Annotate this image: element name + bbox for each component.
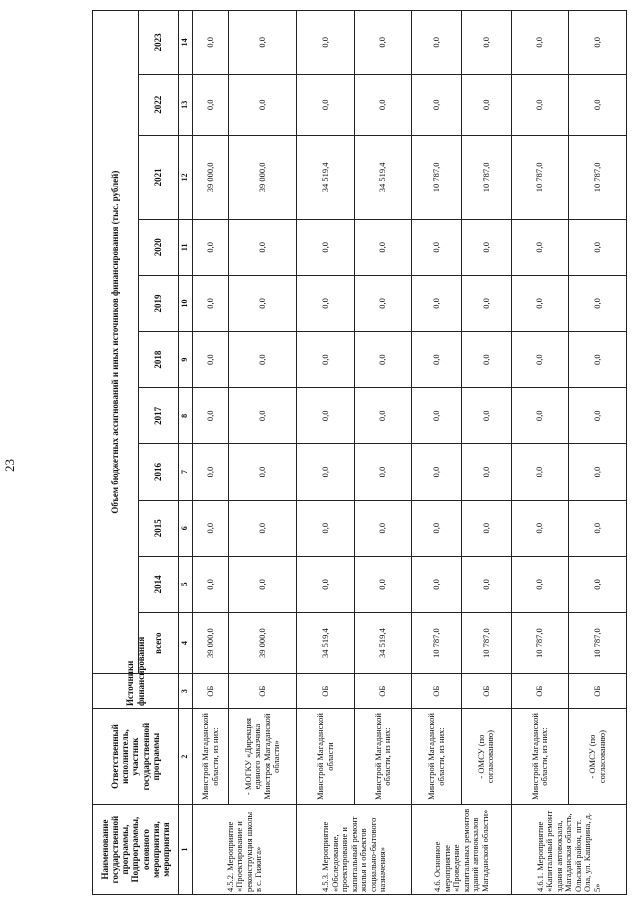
header-total: всего xyxy=(139,613,179,674)
header-executor: Ответственный исполнитель, участник государственной программы xyxy=(93,709,179,805)
activity-name: 4.6.1. Мероприятие «Капитальный ремонт здания автовокзала, Магаданская область, Ольский район, пгт. Ола, ул. Каширина, д. 5» xyxy=(511,805,626,895)
year-value-cell: 0,0 xyxy=(193,11,229,75)
year-value-cell: 0,0 xyxy=(462,219,512,275)
year-value-cell: 0,0 xyxy=(569,11,627,75)
header-source: Источники финансирования xyxy=(93,674,179,709)
column-number: 6 xyxy=(179,500,193,556)
year-value-cell: 0,0 xyxy=(412,332,462,388)
year-value-cell: 0,0 xyxy=(229,388,297,444)
year-value-cell: 10 787,0 xyxy=(412,135,462,219)
year-value-cell: 0,0 xyxy=(511,332,569,388)
total-cell: 39 000,0 xyxy=(193,613,229,674)
column-number: 4 xyxy=(179,613,193,674)
table-row xyxy=(297,11,355,895)
year-value-cell: 10 787,0 xyxy=(462,135,512,219)
year-value-cell: 0,0 xyxy=(462,275,512,331)
year-value-cell: 0,0 xyxy=(511,388,569,444)
year-value-cell: 34 519,4 xyxy=(297,135,355,219)
column-number: 10 xyxy=(179,275,193,331)
table-row xyxy=(569,11,627,895)
executor-cell: Минстрой Магаданской области xyxy=(297,709,355,805)
table-row xyxy=(229,11,297,895)
year-value-cell: 10 787,0 xyxy=(511,135,569,219)
total-cell: 10 787,0 xyxy=(412,613,462,674)
year-value-cell: 0,0 xyxy=(297,11,355,75)
year-value-cell: 0,0 xyxy=(229,444,297,500)
activity-name: 4.6. Основное мероприятие «Проведение капитальных ремонтов зданий автовокзалов Магаданской области» xyxy=(412,805,511,895)
year-value-cell: 0,0 xyxy=(297,444,355,500)
source-cell: ОБ xyxy=(412,674,462,709)
year-value-cell: 0,0 xyxy=(462,444,512,500)
year-value-cell: 0,0 xyxy=(412,444,462,500)
column-number: 8 xyxy=(179,388,193,444)
activity-name: 4.5.2. Мероприятие «Проектирование и реконструкция школы в с. Гижига» xyxy=(193,805,297,895)
year-value-cell: 0,0 xyxy=(229,219,297,275)
column-number: 9 xyxy=(179,332,193,388)
column-number: 3 xyxy=(179,674,193,709)
total-cell: 10 787,0 xyxy=(569,613,627,674)
year-value-cell: 0,0 xyxy=(569,556,627,612)
year-value-cell: 10 787,0 xyxy=(569,135,627,219)
year-value-cell: 0,0 xyxy=(511,444,569,500)
year-value-cell: 0,0 xyxy=(193,275,229,331)
header-year: 2015 xyxy=(139,500,179,556)
total-cell: 39 000,0 xyxy=(229,613,297,674)
year-value-cell: 0,0 xyxy=(193,388,229,444)
year-value-cell: 39 000,0 xyxy=(193,135,229,219)
year-value-cell: 0,0 xyxy=(412,219,462,275)
year-value-cell: 0,0 xyxy=(297,556,355,612)
executor-cell: - ОМСУ (по согласованию) xyxy=(462,709,512,805)
year-value-cell: 0,0 xyxy=(229,275,297,331)
year-value-cell: 34 519,4 xyxy=(354,135,412,219)
financing-table xyxy=(92,10,627,895)
year-value-cell: 0,0 xyxy=(412,556,462,612)
year-value-cell: 0,0 xyxy=(462,332,512,388)
year-value-cell: 0,0 xyxy=(569,74,627,135)
year-value-cell: 0,0 xyxy=(229,11,297,75)
header-name: Наименование государственной программы, Подпрограммы, основного мероприятия, мероприятия xyxy=(93,805,179,895)
year-value-cell: 0,0 xyxy=(511,275,569,331)
header-year: 2018 xyxy=(139,332,179,388)
header-year: 2017 xyxy=(139,388,179,444)
year-value-cell: 0,0 xyxy=(354,219,412,275)
total-cell: 10 787,0 xyxy=(511,613,569,674)
year-value-cell: 0,0 xyxy=(412,11,462,75)
year-value-cell: 0,0 xyxy=(354,556,412,612)
year-value-cell: 0,0 xyxy=(193,219,229,275)
year-value-cell: 0,0 xyxy=(511,556,569,612)
header-year: 2021 xyxy=(139,135,179,219)
year-value-cell: 0,0 xyxy=(569,332,627,388)
year-value-cell: 0,0 xyxy=(297,74,355,135)
year-value-cell: 0,0 xyxy=(297,388,355,444)
year-value-cell: 0,0 xyxy=(511,219,569,275)
source-cell: ОБ xyxy=(462,674,512,709)
year-value-cell: 0,0 xyxy=(462,388,512,444)
year-value-cell: 0,0 xyxy=(462,11,512,75)
year-value-cell: 0,0 xyxy=(412,388,462,444)
year-value-cell: 0,0 xyxy=(462,556,512,612)
year-value-cell: 0,0 xyxy=(354,11,412,75)
column-number: 2 xyxy=(179,709,193,805)
year-value-cell: 0,0 xyxy=(297,275,355,331)
year-value-cell: 0,0 xyxy=(229,500,297,556)
year-value-cell: 0,0 xyxy=(193,444,229,500)
header-year: 2023 xyxy=(139,11,179,75)
year-value-cell: 0,0 xyxy=(193,332,229,388)
year-value-cell: 0,0 xyxy=(569,444,627,500)
source-cell: ОБ xyxy=(569,674,627,709)
header-year: 2019 xyxy=(139,275,179,331)
year-value-cell: 0,0 xyxy=(354,275,412,331)
executor-cell: - МОГКУ «Дирекция единого заказчика Минстроя Магаданской области» xyxy=(229,709,297,805)
year-value-cell: 0,0 xyxy=(297,500,355,556)
column-number: 1 xyxy=(179,805,193,895)
year-value-cell: 0,0 xyxy=(193,74,229,135)
year-value-cell: 0,0 xyxy=(297,332,355,388)
year-value-cell: 0,0 xyxy=(354,388,412,444)
year-value-cell: 0,0 xyxy=(511,11,569,75)
financing-table-rotated xyxy=(92,10,627,895)
table-row xyxy=(511,11,569,895)
activity-name: 4.5.3. Мероприятие «Обследование, проектирование и капитальный ремонт жилья и объектов социально-бытового назначения» xyxy=(297,805,412,895)
column-number: 14 xyxy=(179,11,193,75)
executor-cell: Минстрой Магаданской области, из них: xyxy=(193,709,229,805)
year-value-cell: 0,0 xyxy=(354,332,412,388)
year-value-cell: 0,0 xyxy=(569,219,627,275)
year-value-cell: 0,0 xyxy=(193,556,229,612)
page-number: 23 xyxy=(2,459,17,472)
source-cell: ОБ xyxy=(511,674,569,709)
executor-cell: - ОМСУ (по согласованию) xyxy=(569,709,627,805)
year-value-cell: 0,0 xyxy=(462,74,512,135)
year-value-cell: 0,0 xyxy=(569,500,627,556)
year-value-cell: 0,0 xyxy=(412,74,462,135)
year-value-cell: 0,0 xyxy=(193,500,229,556)
year-value-cell: 0,0 xyxy=(229,74,297,135)
year-value-cell: 39 000,0 xyxy=(229,135,297,219)
header-year: 2022 xyxy=(139,74,179,135)
column-number: 12 xyxy=(179,135,193,219)
total-cell: 34 519,4 xyxy=(297,613,355,674)
table-row xyxy=(193,11,229,895)
column-number: 13 xyxy=(179,74,193,135)
year-value-cell: 0,0 xyxy=(511,500,569,556)
year-value-cell: 0,0 xyxy=(569,388,627,444)
total-cell: 34 519,4 xyxy=(354,613,412,674)
year-value-cell: 0,0 xyxy=(354,444,412,500)
total-cell: 10 787,0 xyxy=(462,613,512,674)
header-year: 2016 xyxy=(139,444,179,500)
executor-cell: Минстрой Магаданской области, из них: xyxy=(511,709,569,805)
year-value-cell: 0,0 xyxy=(354,500,412,556)
year-value-cell: 0,0 xyxy=(412,275,462,331)
source-cell: ОБ xyxy=(193,674,229,709)
table-row xyxy=(354,11,412,895)
year-value-cell: 0,0 xyxy=(297,219,355,275)
year-value-cell: 0,0 xyxy=(569,275,627,331)
executor-cell: Минстрой Магаданской области, из них: xyxy=(412,709,462,805)
year-value-cell: 0,0 xyxy=(229,556,297,612)
year-value-cell: 0,0 xyxy=(229,332,297,388)
table-row xyxy=(412,11,462,895)
header-year: 2020 xyxy=(139,219,179,275)
year-value-cell: 0,0 xyxy=(462,500,512,556)
year-value-cell: 0,0 xyxy=(354,74,412,135)
header-volume: Объем бюджетных ассигнований и иных источников финансирования (тыс. рублей) xyxy=(93,11,139,674)
column-number: 11 xyxy=(179,219,193,275)
table-row xyxy=(462,11,512,895)
header-year: 2014 xyxy=(139,556,179,612)
source-cell: ОБ xyxy=(229,674,297,709)
year-value-cell: 0,0 xyxy=(412,500,462,556)
source-cell: ОБ xyxy=(297,674,355,709)
column-number: 5 xyxy=(179,556,193,612)
executor-cell: Минстрой Магаданской области, из них: xyxy=(354,709,412,805)
year-value-cell: 0,0 xyxy=(511,74,569,135)
source-cell: ОБ xyxy=(354,674,412,709)
column-number: 7 xyxy=(179,444,193,500)
